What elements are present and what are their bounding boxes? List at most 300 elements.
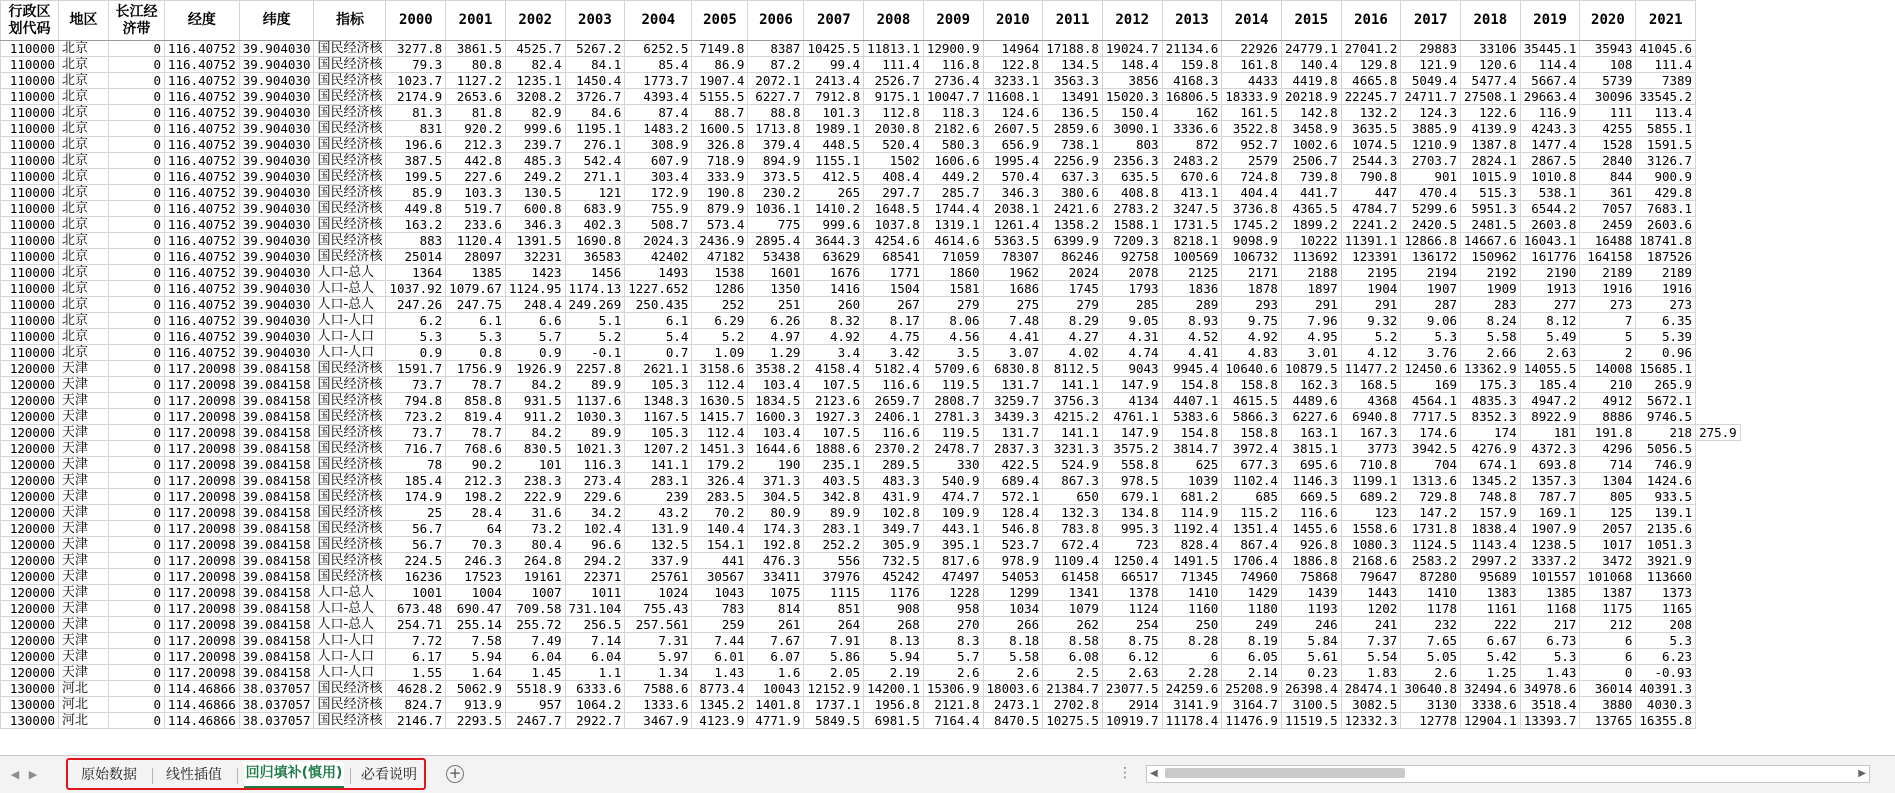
add-sheet-button[interactable]: + — [446, 765, 464, 783]
table-cell[interactable]: 0 — [1580, 665, 1636, 681]
table-cell[interactable]: 4947.2 — [1520, 393, 1580, 409]
table-cell[interactable]: 天津 — [59, 553, 109, 569]
table-cell[interactable]: 0 — [109, 681, 165, 697]
table-cell[interactable]: 333.9 — [692, 169, 748, 185]
table-cell[interactable]: 1.09 — [692, 345, 748, 361]
table-cell[interactable]: 6.01 — [692, 649, 748, 665]
table-cell[interactable]: 2621.1 — [625, 361, 692, 377]
table-cell[interactable]: 国民经济核 — [314, 153, 386, 169]
table-cell[interactable]: 239.7 — [505, 137, 565, 153]
table-cell[interactable]: 115.2 — [1222, 505, 1282, 521]
table-cell[interactable]: 2703.7 — [1401, 153, 1461, 169]
table-cell[interactable]: 39.904030 — [239, 121, 314, 137]
table-cell[interactable]: 3130 — [1401, 697, 1461, 713]
table-cell[interactable]: 238.3 — [505, 473, 565, 489]
table-cell[interactable]: 116.40752 — [165, 41, 240, 57]
table-cell[interactable]: 国民经济核 — [314, 201, 386, 217]
table-cell[interactable]: 2.66 — [1461, 345, 1521, 361]
table-cell[interactable]: 4372.3 — [1520, 441, 1580, 457]
table-cell[interactable]: 1995.4 — [983, 153, 1043, 169]
table-cell[interactable]: 685 — [1222, 489, 1282, 505]
table-cell[interactable]: 117.20098 — [165, 553, 240, 569]
table-cell[interactable]: 755.43 — [625, 601, 692, 617]
table-cell[interactable]: 542.4 — [565, 153, 625, 169]
table-cell[interactable]: 国民经济核 — [314, 505, 386, 521]
table-cell[interactable]: 227.6 — [446, 169, 506, 185]
table-cell[interactable]: 254 — [1102, 617, 1162, 633]
table-cell[interactable]: 61458 — [1043, 569, 1103, 585]
table-cell[interactable]: 120000 — [1, 425, 59, 441]
table-cell[interactable]: 775 — [748, 217, 804, 233]
table-cell[interactable]: 3090.1 — [1102, 121, 1162, 137]
table-cell[interactable]: 346.3 — [505, 217, 565, 233]
table-cell[interactable]: 人口-总人 — [314, 297, 386, 313]
table-cell[interactable]: 257.561 — [625, 617, 692, 633]
table-cell[interactable]: 110000 — [1, 217, 59, 233]
table-cell[interactable]: 30640.8 — [1401, 681, 1461, 697]
table-cell[interactable]: 5.05 — [1401, 649, 1461, 665]
table-cell[interactable]: 2922.7 — [565, 713, 625, 729]
table-cell[interactable]: 131.9 — [625, 521, 692, 537]
table-cell[interactable]: 1250.4 — [1102, 553, 1162, 569]
table-cell[interactable]: 人口-总人 — [314, 585, 386, 601]
table-cell[interactable]: 105.3 — [625, 425, 692, 441]
table-cell[interactable]: 39.904030 — [239, 89, 314, 105]
table-cell[interactable]: 5049.4 — [1401, 73, 1461, 89]
table-cell[interactable]: 39.904030 — [239, 169, 314, 185]
table-cell[interactable]: 2808.7 — [923, 393, 983, 409]
table-cell[interactable]: 5739 — [1580, 73, 1636, 89]
table-cell[interactable]: 403.5 — [804, 473, 864, 489]
table-cell[interactable]: 824.7 — [386, 697, 446, 713]
table-cell[interactable]: 1358.2 — [1043, 217, 1103, 233]
table-cell[interactable]: 北京 — [59, 153, 109, 169]
table-cell[interactable]: 0 — [109, 313, 165, 329]
table-cell[interactable]: 天津 — [59, 425, 109, 441]
table-cell[interactable]: 39.084158 — [239, 665, 314, 681]
table-cell[interactable]: 161776 — [1520, 249, 1580, 265]
table-cell[interactable]: 19161 — [505, 569, 565, 585]
table-cell[interactable]: 4.56 — [923, 329, 983, 345]
table-cell[interactable]: 11178.4 — [1162, 713, 1222, 729]
table-cell[interactable]: 172.9 — [625, 185, 692, 201]
column-header[interactable]: 2011 — [1043, 1, 1103, 41]
table-cell[interactable]: 1836 — [1162, 281, 1222, 297]
table-cell[interactable]: 1011 — [565, 585, 625, 601]
table-cell[interactable]: 12900.9 — [923, 41, 983, 57]
table-cell[interactable]: 0 — [109, 105, 165, 121]
table-cell[interactable]: 天津 — [59, 473, 109, 489]
table-cell[interactable]: 天津 — [59, 665, 109, 681]
table-cell[interactable]: 1074.5 — [1341, 137, 1401, 153]
table-cell[interactable]: 国民经济核 — [314, 569, 386, 585]
table-cell[interactable]: 6333.6 — [565, 681, 625, 697]
table-cell[interactable]: 114.46866 — [165, 697, 240, 713]
table-cell[interactable]: 556 — [804, 553, 864, 569]
table-cell[interactable]: 2195 — [1341, 265, 1401, 281]
table-cell[interactable]: 北京 — [59, 73, 109, 89]
column-header[interactable]: 2013 — [1162, 1, 1222, 41]
table-cell[interactable]: 13765 — [1580, 713, 1636, 729]
table-cell[interactable]: 0 — [109, 281, 165, 297]
table-cell[interactable]: 858.8 — [446, 393, 506, 409]
table-cell[interactable]: 2190 — [1520, 265, 1580, 281]
table-cell[interactable]: 268 — [864, 617, 924, 633]
column-header[interactable]: 2018 — [1461, 1, 1521, 41]
table-cell[interactable]: 224.5 — [386, 553, 446, 569]
table-cell[interactable]: 3338.6 — [1461, 697, 1521, 713]
table-cell[interactable]: 2895.4 — [748, 233, 804, 249]
table-cell[interactable]: 2.6 — [983, 665, 1043, 681]
table-cell[interactable]: 714 — [1580, 457, 1636, 473]
table-cell[interactable]: 人口-总人 — [314, 617, 386, 633]
table-cell[interactable]: 260 — [804, 297, 864, 313]
table-cell[interactable]: 273 — [1636, 297, 1696, 313]
table-cell[interactable]: 26398.4 — [1281, 681, 1341, 697]
table-cell[interactable]: 704 — [1401, 457, 1461, 473]
table-cell[interactable]: 5.3 — [1636, 633, 1696, 649]
table-cell[interactable]: 0 — [109, 73, 165, 89]
table-cell[interactable]: 233.6 — [446, 217, 506, 233]
table-cell[interactable]: 108 — [1580, 57, 1636, 73]
table-cell[interactable]: 5.58 — [983, 649, 1043, 665]
table-cell[interactable]: 123 — [1341, 505, 1401, 521]
table-cell[interactable]: 人口-人口 — [314, 329, 386, 345]
table-cell[interactable]: 人口-人口 — [314, 665, 386, 681]
table-cell[interactable]: 2024 — [1043, 265, 1103, 281]
table-cell[interactable]: 40391.3 — [1636, 681, 1696, 697]
table-cell[interactable]: 116.40752 — [165, 185, 240, 201]
table-cell[interactable]: 279 — [1043, 297, 1103, 313]
table-cell[interactable]: 天津 — [59, 617, 109, 633]
table-cell[interactable]: 485.3 — [505, 153, 565, 169]
table-cell[interactable]: 1401.8 — [748, 697, 804, 713]
table-cell[interactable]: 1348.3 — [625, 393, 692, 409]
table-cell[interactable]: 287 — [1401, 297, 1461, 313]
table-cell[interactable]: 199.5 — [386, 169, 446, 185]
table-cell[interactable]: 141.1 — [625, 457, 692, 473]
table-cell[interactable]: 2607.5 — [983, 121, 1043, 137]
table-cell[interactable]: 116.6 — [1281, 505, 1341, 521]
table-cell[interactable]: 2192 — [1461, 265, 1521, 281]
table-cell[interactable]: 0 — [109, 489, 165, 505]
table-cell[interactable]: 5.2 — [565, 329, 625, 345]
table-cell[interactable]: 819.4 — [446, 409, 506, 425]
table-cell[interactable]: 6227.6 — [1281, 409, 1341, 425]
table-cell[interactable]: 71059 — [923, 249, 983, 265]
table-cell[interactable]: 731.104 — [565, 601, 625, 617]
table-cell[interactable]: 17188.8 — [1043, 41, 1103, 57]
table-cell[interactable]: 10640.6 — [1222, 361, 1282, 377]
column-header[interactable]: 2020 — [1580, 1, 1636, 41]
table-cell[interactable]: 113660 — [1636, 569, 1696, 585]
table-cell[interactable]: 2653.6 — [446, 89, 506, 105]
table-cell[interactable]: 87280 — [1401, 569, 1461, 585]
table-cell[interactable]: 81.3 — [386, 105, 446, 121]
table-cell[interactable]: 74960 — [1222, 569, 1282, 585]
table-cell[interactable]: 6252.5 — [625, 41, 692, 57]
column-header[interactable]: 2016 — [1341, 1, 1401, 41]
table-cell[interactable]: 0 — [109, 521, 165, 537]
table-cell[interactable]: 656.9 — [983, 137, 1043, 153]
table-cell[interactable]: 1558.6 — [1341, 521, 1401, 537]
table-cell[interactable]: 1299 — [983, 585, 1043, 601]
table-cell[interactable]: 88.8 — [748, 105, 804, 121]
table-cell[interactable]: 175.3 — [1461, 377, 1521, 393]
table-cell[interactable]: 1043 — [692, 585, 748, 601]
table-cell[interactable]: 0 — [109, 665, 165, 681]
table-cell[interactable]: 120000 — [1, 585, 59, 601]
table-cell[interactable]: 2370.2 — [864, 441, 924, 457]
table-cell[interactable]: 0 — [109, 617, 165, 633]
table-cell[interactable]: 1676 — [804, 265, 864, 281]
table-cell[interactable]: 国民经济核 — [314, 681, 386, 697]
table-cell[interactable]: 289.5 — [864, 457, 924, 473]
table-cell[interactable]: 1793 — [1102, 281, 1162, 297]
table-cell[interactable]: 161.8 — [1222, 57, 1282, 73]
table-cell[interactable]: 755.9 — [625, 201, 692, 217]
table-cell[interactable]: 169.1 — [1520, 505, 1580, 521]
table-cell[interactable]: 5155.5 — [692, 89, 748, 105]
table-cell[interactable]: 39.904030 — [239, 73, 314, 89]
column-header[interactable]: 2019 — [1520, 1, 1580, 41]
table-cell[interactable]: 天津 — [59, 569, 109, 585]
table-cell[interactable]: 3231.3 — [1043, 441, 1103, 457]
table-cell[interactable]: 86.9 — [692, 57, 748, 73]
table-cell[interactable]: 1238.5 — [1520, 537, 1580, 553]
table-cell[interactable]: 212 — [1580, 617, 1636, 633]
table-cell[interactable]: 3100.5 — [1281, 697, 1341, 713]
table-cell[interactable]: 5.3 — [1520, 649, 1580, 665]
table-cell[interactable]: 1600.5 — [692, 121, 748, 137]
table-cell[interactable]: 1907 — [1401, 281, 1461, 297]
table-cell[interactable]: 4419.8 — [1281, 73, 1341, 89]
table-cell[interactable]: 326.4 — [692, 473, 748, 489]
table-cell[interactable]: 6.1 — [446, 313, 506, 329]
table-cell[interactable]: 117.20098 — [165, 617, 240, 633]
table-cell[interactable]: 16355.8 — [1636, 713, 1696, 729]
table-cell[interactable]: 110000 — [1, 329, 59, 345]
table-cell[interactable]: 670.6 — [1162, 169, 1222, 185]
table-cell[interactable]: 285.7 — [923, 185, 983, 201]
table-cell[interactable]: 690.47 — [446, 601, 506, 617]
table-cell[interactable]: 8112.5 — [1043, 361, 1103, 377]
table-cell[interactable]: 3.01 — [1281, 345, 1341, 361]
table-cell[interactable]: 6.2 — [386, 313, 446, 329]
table-cell[interactable]: 0.9 — [386, 345, 446, 361]
table-cell[interactable]: 210 — [1580, 377, 1636, 393]
table-cell[interactable]: 515.3 — [1461, 185, 1521, 201]
table-cell[interactable]: 0 — [109, 697, 165, 713]
column-header[interactable]: 经度 — [165, 1, 240, 41]
table-cell[interactable]: 39.904030 — [239, 297, 314, 313]
table-cell[interactable]: 264 — [804, 617, 864, 633]
table-cell[interactable]: 723.2 — [386, 409, 446, 425]
table-cell[interactable]: 235.1 — [804, 457, 864, 473]
table-cell[interactable]: 2135.6 — [1636, 521, 1696, 537]
table-cell[interactable]: 247.75 — [446, 297, 506, 313]
table-cell[interactable]: 人口-总人 — [314, 281, 386, 297]
table-cell[interactable]: 国民经济核 — [314, 425, 386, 441]
table-cell[interactable]: 111.4 — [1636, 57, 1696, 73]
table-cell[interactable]: 1962 — [983, 265, 1043, 281]
table-cell[interactable]: 5.2 — [692, 329, 748, 345]
table-cell[interactable]: 408.8 — [1102, 185, 1162, 201]
table-cell[interactable]: 2781.3 — [923, 409, 983, 425]
table-cell[interactable]: 110000 — [1, 185, 59, 201]
table-cell[interactable]: 132.5 — [625, 537, 692, 553]
table-cell[interactable]: 4614.6 — [923, 233, 983, 249]
table-cell[interactable]: 117.20098 — [165, 665, 240, 681]
table-cell[interactable]: 1180 — [1222, 601, 1282, 617]
table-cell[interactable]: 5.97 — [625, 649, 692, 665]
table-cell[interactable]: 2481.5 — [1461, 217, 1521, 233]
table-cell[interactable]: 163.1 — [1281, 425, 1341, 441]
column-header[interactable]: 2001 — [446, 1, 506, 41]
table-cell[interactable]: 1415.7 — [692, 409, 748, 425]
table-cell[interactable]: 1.64 — [446, 665, 506, 681]
table-cell[interactable]: 天津 — [59, 505, 109, 521]
table-cell[interactable]: 116.6 — [864, 377, 924, 393]
table-cell[interactable]: 2867.5 — [1520, 153, 1580, 169]
table-cell[interactable]: 73.7 — [386, 425, 446, 441]
table-cell[interactable]: 2257.8 — [565, 361, 625, 377]
table-cell[interactable]: 北京 — [59, 137, 109, 153]
table-cell[interactable]: 746.9 — [1636, 457, 1696, 473]
table-cell[interactable]: 141.1 — [1043, 377, 1103, 393]
table-cell[interactable]: 277 — [1520, 297, 1580, 313]
table-cell[interactable]: 262 — [1043, 617, 1103, 633]
table-cell[interactable]: 4835.3 — [1461, 393, 1521, 409]
table-cell[interactable]: 1124.5 — [1401, 537, 1461, 553]
table-cell[interactable]: 6.04 — [565, 649, 625, 665]
table-cell[interactable]: 3518.4 — [1520, 697, 1580, 713]
table-cell[interactable]: 672.4 — [1043, 537, 1103, 553]
table-cell[interactable]: 1878 — [1222, 281, 1282, 297]
table-cell[interactable]: 607.9 — [625, 153, 692, 169]
table-cell[interactable]: 1601 — [748, 265, 804, 281]
table-cell[interactable]: 111.4 — [864, 57, 924, 73]
table-cell[interactable]: 1124 — [1102, 601, 1162, 617]
scrollbar-thumb[interactable] — [1165, 768, 1405, 778]
table-cell[interactable]: 20218.9 — [1281, 89, 1341, 105]
table-cell[interactable]: 56.7 — [386, 537, 446, 553]
table-cell[interactable]: 8.29 — [1043, 313, 1103, 329]
table-cell[interactable]: 120000 — [1, 393, 59, 409]
table-cell[interactable]: 5.3 — [386, 329, 446, 345]
table-cell[interactable]: 413.1 — [1162, 185, 1222, 201]
table-cell[interactable]: 117.20098 — [165, 361, 240, 377]
table-cell[interactable]: 116.40752 — [165, 217, 240, 233]
table-cell[interactable]: 1351.4 — [1222, 521, 1282, 537]
table-cell[interactable]: 北京 — [59, 329, 109, 345]
table-cell[interactable]: 4628.2 — [386, 681, 446, 697]
table-cell[interactable]: 38.037057 — [239, 681, 314, 697]
table-cell[interactable]: 1504 — [864, 281, 924, 297]
table-cell[interactable]: 1109.4 — [1043, 553, 1103, 569]
table-cell[interactable]: 0 — [109, 121, 165, 137]
more-options-icon[interactable]: ⋮ — [1118, 765, 1133, 781]
table-cell[interactable]: 217 — [1520, 617, 1580, 633]
table-cell[interactable]: 39.904030 — [239, 249, 314, 265]
table-cell[interactable]: 12152.9 — [804, 681, 864, 697]
table-cell[interactable]: 2603.6 — [1636, 217, 1696, 233]
table-cell[interactable]: 830.5 — [505, 441, 565, 457]
table-cell[interactable]: 198.2 — [446, 489, 506, 505]
table-cell[interactable]: 558.8 — [1102, 457, 1162, 473]
table-cell[interactable]: 2659.7 — [864, 393, 924, 409]
table-cell[interactable]: 81.8 — [446, 105, 506, 121]
table-cell[interactable]: 2783.2 — [1102, 201, 1162, 217]
table-cell[interactable]: 8352.3 — [1461, 409, 1521, 425]
table-cell[interactable]: 2.19 — [864, 665, 924, 681]
column-header[interactable]: 2015 — [1281, 1, 1341, 41]
table-cell[interactable]: 1886.8 — [1281, 553, 1341, 569]
table-cell[interactable]: 33545.2 — [1636, 89, 1696, 105]
table-cell[interactable]: 1378 — [1102, 585, 1162, 601]
table-cell[interactable]: 国民经济核 — [314, 713, 386, 729]
table-cell[interactable]: 1926.9 — [505, 361, 565, 377]
table-cell[interactable]: 580.3 — [923, 137, 983, 153]
table-cell[interactable]: 289 — [1162, 297, 1222, 313]
table-cell[interactable]: 0 — [109, 345, 165, 361]
table-cell[interactable]: 110000 — [1, 57, 59, 73]
table-cell[interactable]: 12866.8 — [1401, 233, 1461, 249]
table-cell[interactable]: 4.41 — [1162, 345, 1222, 361]
table-cell[interactable]: 379.4 — [748, 137, 804, 153]
table-cell[interactable]: 117.20098 — [165, 377, 240, 393]
table-cell[interactable]: 4433 — [1222, 73, 1282, 89]
table-cell[interactable]: 116.40752 — [165, 201, 240, 217]
table-cell[interactable]: 136.5 — [1043, 105, 1103, 121]
table-cell[interactable]: 867.3 — [1043, 473, 1103, 489]
table-cell[interactable]: 3538.2 — [748, 361, 804, 377]
table-cell[interactable]: 1.6 — [748, 665, 804, 681]
table-cell[interactable]: 120000 — [1, 457, 59, 473]
table-cell[interactable]: 817.6 — [923, 553, 983, 569]
table-cell[interactable]: 12450.6 — [1401, 361, 1461, 377]
table-cell[interactable]: 114.46866 — [165, 681, 240, 697]
table-cell[interactable]: 1439 — [1281, 585, 1341, 601]
table-cell[interactable]: 1477.4 — [1520, 137, 1580, 153]
table-cell[interactable]: 39.084158 — [239, 457, 314, 473]
table-cell[interactable]: 120000 — [1, 537, 59, 553]
table-cell[interactable]: 520.4 — [864, 137, 924, 153]
table-cell[interactable]: 39.084158 — [239, 569, 314, 585]
table-cell[interactable]: 3082.5 — [1341, 697, 1401, 713]
table-cell[interactable]: 5.7 — [505, 329, 565, 345]
table-cell[interactable]: 2168.6 — [1341, 553, 1401, 569]
table-cell[interactable]: 117.20098 — [165, 505, 240, 521]
table-cell[interactable]: 4158.4 — [804, 361, 864, 377]
table-cell[interactable]: 2483.2 — [1162, 153, 1222, 169]
table-cell[interactable]: 1161 — [1461, 601, 1521, 617]
table-cell[interactable]: 75868 — [1281, 569, 1341, 585]
table-cell[interactable]: 5.86 — [804, 649, 864, 665]
table-cell[interactable]: 7209.3 — [1102, 233, 1162, 249]
table-cell[interactable]: 130000 — [1, 713, 59, 729]
table-cell[interactable]: 80.8 — [446, 57, 506, 73]
table-cell[interactable]: 538.1 — [1520, 185, 1580, 201]
table-cell[interactable]: 117.20098 — [165, 649, 240, 665]
table-cell[interactable]: 39.084158 — [239, 521, 314, 537]
table-cell[interactable]: 北京 — [59, 265, 109, 281]
table-cell[interactable]: 5.58 — [1461, 329, 1521, 345]
table-cell[interactable]: 148.4 — [1102, 57, 1162, 73]
table-cell[interactable]: 1606.6 — [923, 153, 983, 169]
table-cell[interactable]: 国民经济核 — [314, 521, 386, 537]
table-cell[interactable]: 11391.1 — [1341, 233, 1401, 249]
